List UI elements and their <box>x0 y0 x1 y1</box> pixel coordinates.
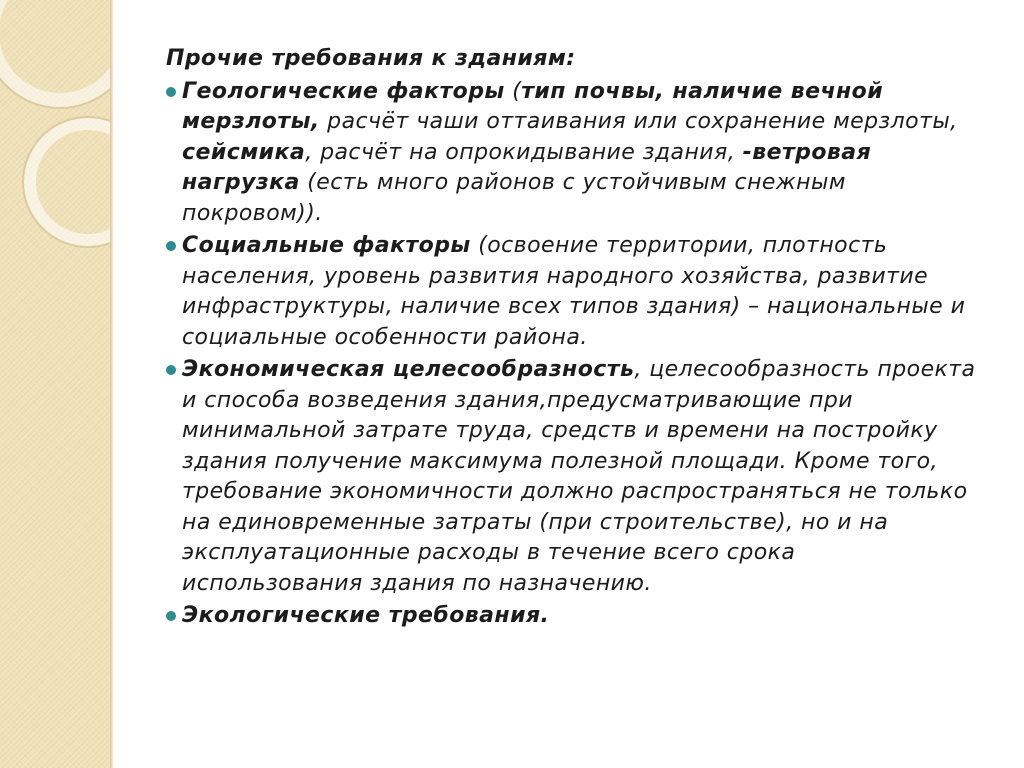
bullet-dot-icon <box>166 611 176 621</box>
bullet-item <box>166 355 978 599</box>
slide-heading: Прочие требования к зданиям: <box>166 46 576 71</box>
side-band-edge <box>110 0 113 768</box>
bullet-item <box>166 231 978 353</box>
bullet-text: ( <box>504 78 522 104</box>
bullet-text: расчёт чаши оттаивания или сохранение мерзлоты, <box>319 109 958 134</box>
decorative-ring-large <box>0 0 110 100</box>
bullet-text: (есть много районов с устойчивым снежным покровом)). <box>182 170 846 226</box>
bullet-dot-icon <box>166 87 176 97</box>
bullet-item <box>166 77 978 230</box>
bullet-item <box>166 601 978 632</box>
bullet-text-bold: Геологические факторы <box>182 78 505 104</box>
bullet-list <box>166 77 978 632</box>
bullet-text-bold: тип почвы, наличие вечной мерзлоты, <box>182 78 884 134</box>
bullet-text: , целесообразность проекта и способа возведения здания,предусматривающие при минимальной затрате труда, средств и времени на постройку здания получение максимума полезной площади. Кроме того, требование экономичности должно распространяться не только на единовременные затраты (при строительстве), но и на эксплуатационные расходы в течение всего срока использования здания по назначению. <box>182 357 976 596</box>
bullet-text: , расчёт на опрокидывание здания, <box>305 139 743 165</box>
bullet-text: (освоение территории, плотность населения, уровень развития народного хозяйства, развитие инфраструктуры, наличие всех типов здания) – национальные и социальные особенности района. <box>182 233 966 350</box>
decorative-side-band <box>0 0 110 768</box>
slide-content <box>166 44 978 634</box>
bullet-text-bold: Экономическая целесообразность <box>182 357 635 382</box>
bullet-text-bold: Социальные факторы <box>182 233 471 258</box>
decorative-ring-medium-outline <box>23 117 110 247</box>
bullet-text-bold: Экологические требования. <box>182 603 550 628</box>
decorative-ring-medium <box>30 124 110 240</box>
bullet-dot-icon <box>166 365 176 375</box>
decorative-rings <box>0 0 110 768</box>
bullet-dot-icon <box>166 241 176 251</box>
bullet-text-bold: -ветровая нагрузка <box>182 139 872 195</box>
bullet-text-bold: сейсмика <box>182 139 306 165</box>
